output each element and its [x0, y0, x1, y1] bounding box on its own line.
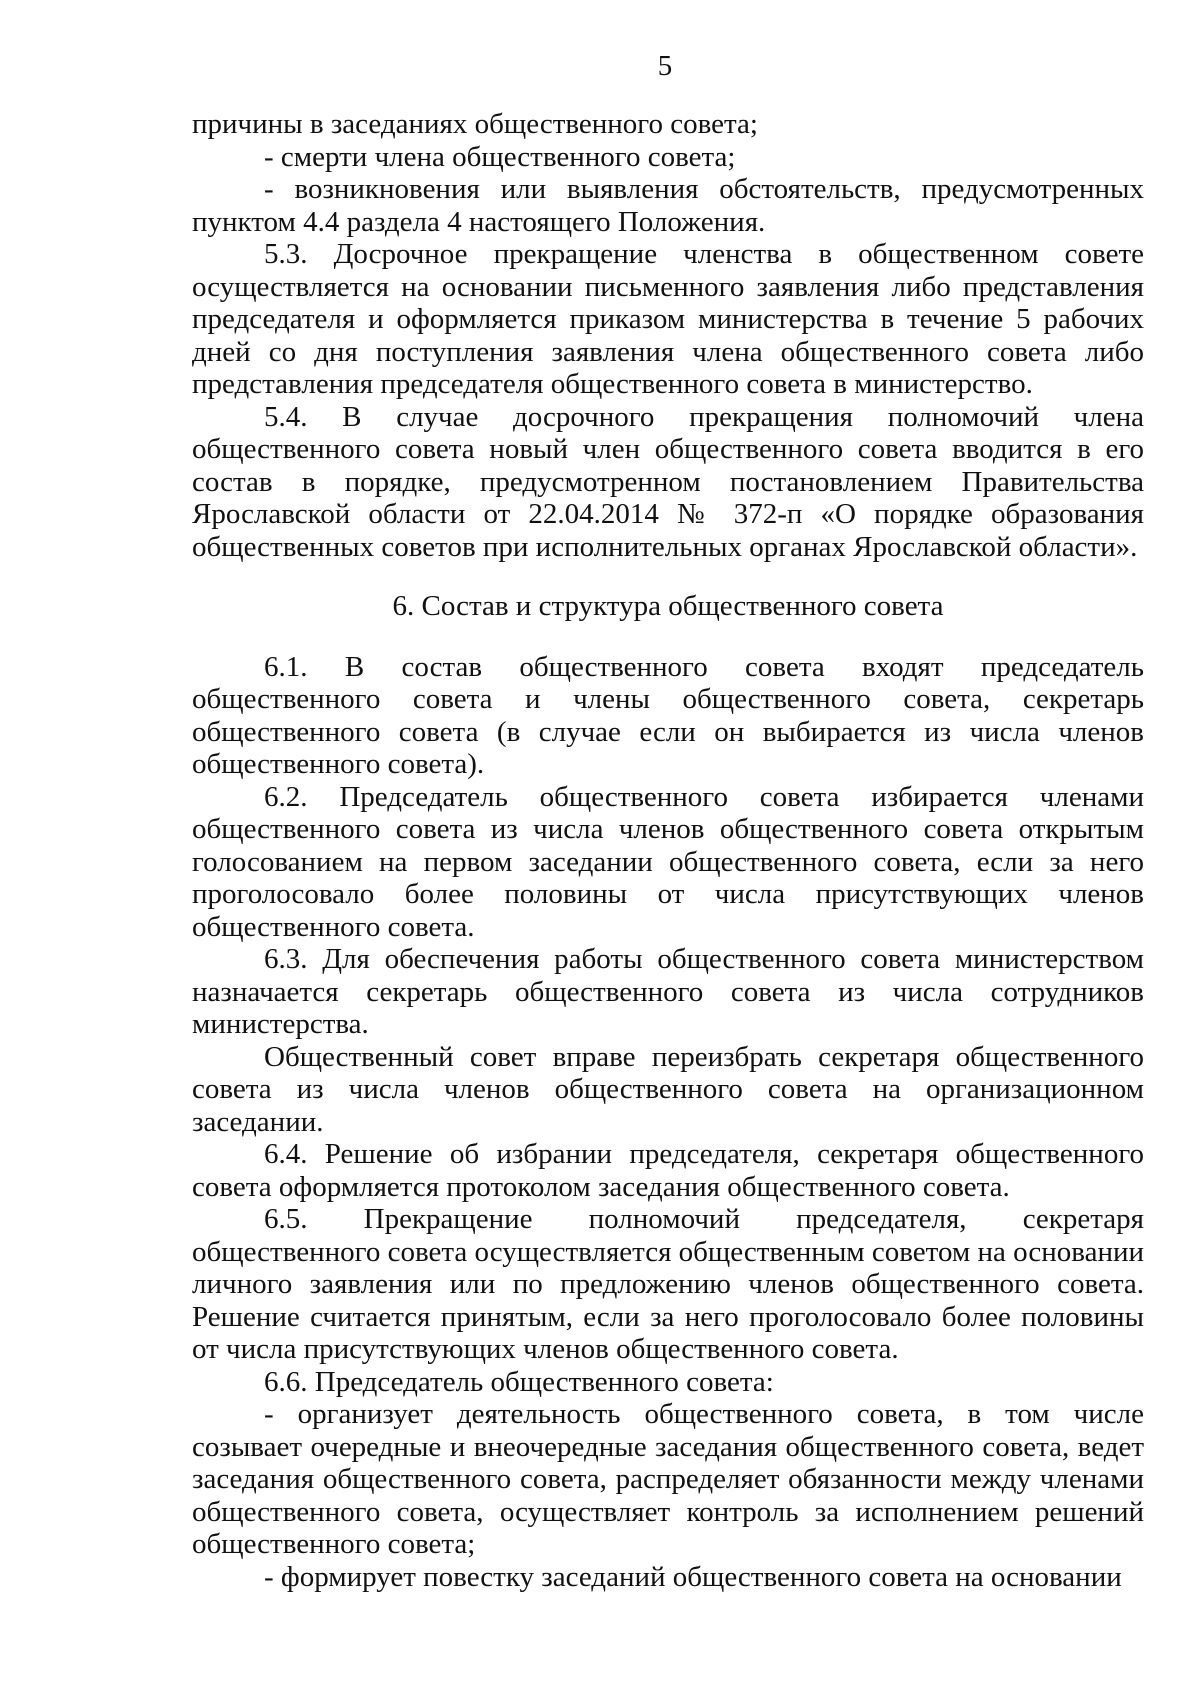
clause-5-4: 5.4. В случае досрочного прекращения полномочий члена общественного совета новый член общественного совета вводится в его состав в порядке, предусмотренном постановлением Правительства Ярославской области от 22.04.2014 № 372-п «О порядке образования общественных советов при исполнительных органах Ярославской области». [192, 400, 1144, 563]
list-item-death: - смерти члена общественного совета; [264, 140, 736, 173]
document-body [192, 108, 1144, 1593]
clause-6-4: 6.4. Решение об избрании председателя, секретаря общественного совета оформляется протоколом заседания общественного совета. [192, 1138, 1144, 1203]
clause-6-3: 6.3. Для обеспечения работы общественного совета министерством назначается секретарь общественного совета из числа сотрудников министерства. [192, 943, 1144, 1040]
clause-5-3: 5.3. Досрочное прекращение членства в общественном совете осуществляется на основании письменного заявления либо представления председателя и оформляется приказом министерства в течение 5 рабочих дней со дня поступления заявления члена общественного совета либо представления председателя общественного совета в министерство. [192, 238, 1144, 400]
list-item-circumstances: - возникновения или выявления обстоятельств, предусмотренных пунктом 4.4 раздела 4 настоящего Положения. [192, 173, 1144, 238]
clause-6-3-secretary-reelection: Общественный совет вправе переизбрать секретаря общественного совета из числа членов общественного совета на организационном заседании. [192, 1040, 1144, 1138]
list-item-agenda: - формирует повестку заседаний общественного совета на основании [264, 1560, 1122, 1593]
clause-6-1: 6.1. В состав общественного совета входят председатель общественного совета и члены общественного совета, секретарь общественного совета (в случае если он выбирается из числа членов общественного совета). [192, 650, 1144, 780]
clause-6-6: 6.6. Председатель общественного совета: [264, 1365, 774, 1398]
list-item-organizes: - организует деятельность общественного совета, в том числе созывает очередные и внеочередные заседания общественного совета, ведет заседания общественного совета, распределяет обязанности между членами общественного совета, осуществляет контроль за исполнением решений общественного совета; [192, 1398, 1144, 1560]
paragraph-continuation: причины в заседаниях общественного совета; [192, 108, 758, 140]
clause-6-5: 6.5. Прекращение полномочий председателя, секретаря общественного совета осуществляется общественным советом на основании личного заявления или по предложению членов общественного совета. Решение считается принятым, если за него проголосовало более половины от числа присутствующих членов общественного совета. [192, 1203, 1145, 1365]
clause-6-2: 6.2. Председатель общественного совета избирается членами общественного совета из числа членов общественного совета открытым голосованием на первом заседании общественного совета, если за него проголосовало более половины от числа присутствующих членов общественного совета. [192, 780, 1144, 943]
section-heading-6: 6. Состав и структура общественного совета [392, 590, 944, 622]
page-number: 5 [657, 50, 673, 82]
